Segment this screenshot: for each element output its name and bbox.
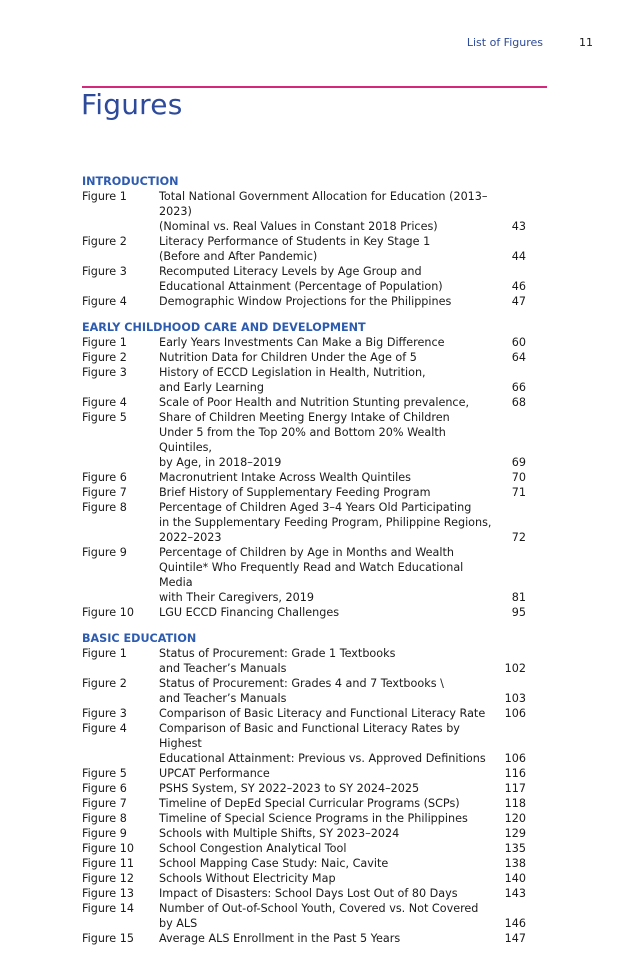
figure-label: Figure 1 bbox=[82, 336, 127, 349]
figure-title: Recomputed Literacy Levels by Age Group and Educational Attainment (Percentage of Population) bbox=[159, 265, 443, 293]
figure-title: Schools Without Electricity Map bbox=[159, 872, 336, 885]
figure-page: 117 bbox=[504, 782, 526, 795]
section-title: EARLY CHILDHOOD CARE AND DEVELOPMENT bbox=[82, 321, 366, 334]
figure-title: Comparison of Basic Literacy and Functional Literacy Rate bbox=[159, 707, 486, 720]
toc-entry[interactable] bbox=[82, 886, 526, 901]
figure-title: Status of Procurement: Grades 4 and 7 Textbooks \ and Teacher’s Manuals bbox=[159, 677, 444, 705]
figure-title: Brief History of Supplementary Feeding Program bbox=[159, 486, 431, 499]
figure-title: Percentage of Children Aged 3–4 Years Old Participating in the Supplementary Feeding Program, Philippine Regions, 2022–2023 bbox=[159, 501, 492, 544]
figure-page: 120 bbox=[504, 812, 526, 825]
toc-entry[interactable] bbox=[82, 856, 526, 871]
toc-entry[interactable] bbox=[82, 766, 526, 781]
toc-entry[interactable] bbox=[82, 781, 526, 796]
figure-label: Figure 2 bbox=[82, 677, 127, 690]
figure-page: 44 bbox=[511, 250, 526, 263]
toc-entry[interactable] bbox=[82, 841, 526, 856]
page-title: Figures bbox=[81, 88, 183, 121]
figure-page: 69 bbox=[511, 456, 526, 469]
figure-title: Literacy Performance of Students in Key Stage 1 (Before and After Pandemic) bbox=[159, 235, 431, 263]
figure-label: Figure 2 bbox=[82, 351, 127, 364]
figure-page: 43 bbox=[511, 220, 526, 233]
figure-page: 103 bbox=[504, 692, 526, 705]
figure-page: 146 bbox=[504, 917, 526, 930]
toc-entry[interactable] bbox=[82, 365, 526, 395]
figure-page: 138 bbox=[504, 857, 526, 870]
figure-title: Share of Children Meeting Energy Intake of Children Under 5 from the Top 20% and Bottom 20% Wealth Quintiles, by Age, in 2018–2019 bbox=[159, 411, 450, 469]
toc-entry[interactable] bbox=[82, 826, 526, 841]
figure-title: School Mapping Case Study: Naic, Cavite bbox=[159, 857, 389, 870]
figure-label: Figure 10 bbox=[82, 606, 134, 619]
toc-entry[interactable] bbox=[82, 264, 526, 294]
figure-page: 135 bbox=[504, 842, 526, 855]
toc-entry[interactable] bbox=[82, 901, 526, 931]
figure-page: 70 bbox=[511, 471, 526, 484]
figure-label: Figure 8 bbox=[82, 501, 127, 514]
figure-label: Figure 12 bbox=[82, 872, 134, 885]
figure-page: 66 bbox=[511, 381, 526, 394]
figure-label: Figure 1 bbox=[82, 190, 127, 203]
toc-entry[interactable] bbox=[82, 811, 526, 826]
page-number: 11 bbox=[579, 36, 593, 49]
figure-page: 143 bbox=[504, 887, 526, 900]
figure-title: Scale of Poor Health and Nutrition Stunting prevalence, bbox=[159, 396, 470, 409]
section-title: BASIC EDUCATION bbox=[82, 632, 197, 645]
figure-title: Status of Procurement: Grade 1 Textbooks and Teacher’s Manuals bbox=[159, 647, 396, 675]
figure-title: Schools with Multiple Shifts, SY 2023–2024 bbox=[159, 827, 400, 840]
figure-page: 106 bbox=[504, 707, 526, 720]
toc-entry[interactable] bbox=[82, 706, 526, 721]
figure-title: History of ECCD Legislation in Health, Nutrition, and Early Learning bbox=[159, 366, 426, 394]
figure-title: Macronutrient Intake Across Wealth Quintiles bbox=[159, 471, 411, 484]
figure-label: Figure 7 bbox=[82, 797, 127, 810]
figure-page: 71 bbox=[511, 486, 526, 499]
figure-title: Demographic Window Projections for the Philippines bbox=[159, 295, 452, 308]
toc-section bbox=[82, 174, 526, 309]
figure-label: Figure 4 bbox=[82, 722, 127, 735]
toc-entry[interactable] bbox=[82, 395, 526, 410]
figure-label: Figure 9 bbox=[82, 546, 127, 559]
figure-title: LGU ECCD Financing Challenges bbox=[159, 606, 340, 619]
toc-entry[interactable] bbox=[82, 189, 526, 234]
figure-page: 60 bbox=[511, 336, 526, 349]
figure-label: Figure 14 bbox=[82, 902, 134, 915]
toc-entry[interactable] bbox=[82, 500, 526, 545]
figure-label: Figure 2 bbox=[82, 235, 127, 248]
figure-label: Figure 11 bbox=[82, 857, 134, 870]
figure-title: Timeline of Special Science Programs in the Philippines bbox=[159, 812, 468, 825]
figure-label: Figure 8 bbox=[82, 812, 127, 825]
figure-page: 72 bbox=[511, 531, 526, 544]
figure-title: Nutrition Data for Children Under the Age of 5 bbox=[159, 351, 417, 364]
figure-page: 68 bbox=[511, 396, 526, 409]
toc-entry[interactable] bbox=[82, 545, 526, 605]
figure-title: Total National Government Allocation for Education (2013–2023) (Nominal vs. Real Values in Constant 2018 Prices) bbox=[159, 190, 488, 233]
figure-title: Impact of Disasters: School Days Lost Out of 80 Days bbox=[159, 887, 458, 900]
figure-label: Figure 13 bbox=[82, 887, 134, 900]
figure-title: UPCAT Performance bbox=[159, 767, 270, 780]
toc-entry[interactable] bbox=[82, 931, 526, 946]
figure-title: Timeline of DepEd Special Curricular Programs (SCPs) bbox=[159, 797, 460, 810]
toc-entry[interactable] bbox=[82, 646, 526, 676]
figure-page: 46 bbox=[511, 280, 526, 293]
figure-title: Early Years Investments Can Make a Big Difference bbox=[159, 336, 445, 349]
figure-label: Figure 5 bbox=[82, 411, 127, 424]
figure-label: Figure 3 bbox=[82, 265, 127, 278]
toc-entry[interactable] bbox=[82, 871, 526, 886]
figure-page: 147 bbox=[504, 932, 526, 945]
figure-label: Figure 4 bbox=[82, 295, 127, 308]
toc-entry[interactable] bbox=[82, 721, 526, 766]
figure-page: 47 bbox=[511, 295, 526, 308]
toc-entry[interactable] bbox=[82, 294, 526, 309]
toc-entry[interactable] bbox=[82, 350, 526, 365]
figure-title: School Congestion Analytical Tool bbox=[159, 842, 347, 855]
toc-entry[interactable] bbox=[82, 335, 526, 350]
toc-entry[interactable] bbox=[82, 485, 526, 500]
figures-list bbox=[82, 174, 526, 957]
figure-page: 64 bbox=[511, 351, 526, 364]
figure-page: 140 bbox=[504, 872, 526, 885]
toc-entry[interactable] bbox=[82, 234, 526, 264]
figure-label: Figure 6 bbox=[82, 471, 127, 484]
toc-section bbox=[82, 631, 526, 946]
toc-entry[interactable] bbox=[82, 676, 526, 706]
figure-page: 95 bbox=[511, 606, 526, 619]
running-title: List of Figures bbox=[466, 36, 543, 49]
figure-label: Figure 7 bbox=[82, 486, 127, 499]
figure-title: PSHS System, SY 2022–2023 to SY 2024–2025 bbox=[159, 782, 420, 795]
toc-entry[interactable] bbox=[82, 796, 526, 811]
toc-section bbox=[82, 320, 526, 620]
toc-entry[interactable] bbox=[82, 605, 526, 620]
figure-title: Percentage of Children by Age in Months and Wealth Quintile* Who Frequently Read and Watch Educational Media with Their Caregivers, 2019 bbox=[159, 546, 464, 604]
figure-page: 129 bbox=[504, 827, 526, 840]
figure-title: Number of Out-of-School Youth, Covered vs. Not Covered by ALS bbox=[159, 902, 479, 930]
figure-page: 81 bbox=[511, 591, 526, 604]
figure-title: Average ALS Enrollment in the Past 5 Years bbox=[159, 932, 401, 945]
section-title: INTRODUCTION bbox=[82, 175, 179, 188]
figure-page: 116 bbox=[504, 767, 526, 780]
figure-label: Figure 5 bbox=[82, 767, 127, 780]
figure-label: Figure 3 bbox=[82, 366, 127, 379]
toc-entry[interactable] bbox=[82, 410, 526, 470]
figure-page: 102 bbox=[504, 662, 526, 675]
figure-label: Figure 9 bbox=[82, 827, 127, 840]
figure-label: Figure 1 bbox=[82, 647, 127, 660]
figure-label: Figure 4 bbox=[82, 396, 127, 409]
figure-label: Figure 15 bbox=[82, 932, 134, 945]
toc-entry[interactable] bbox=[82, 470, 526, 485]
figure-label: Figure 3 bbox=[82, 707, 127, 720]
figure-label: Figure 6 bbox=[82, 782, 127, 795]
figure-page: 118 bbox=[504, 797, 526, 810]
figure-page: 106 bbox=[504, 752, 526, 765]
figure-title: Comparison of Basic and Functional Literacy Rates by Highest Educational Attainment: Previous vs. Approved Definitions bbox=[159, 722, 486, 765]
page-header bbox=[467, 36, 593, 49]
figure-label: Figure 10 bbox=[82, 842, 134, 855]
